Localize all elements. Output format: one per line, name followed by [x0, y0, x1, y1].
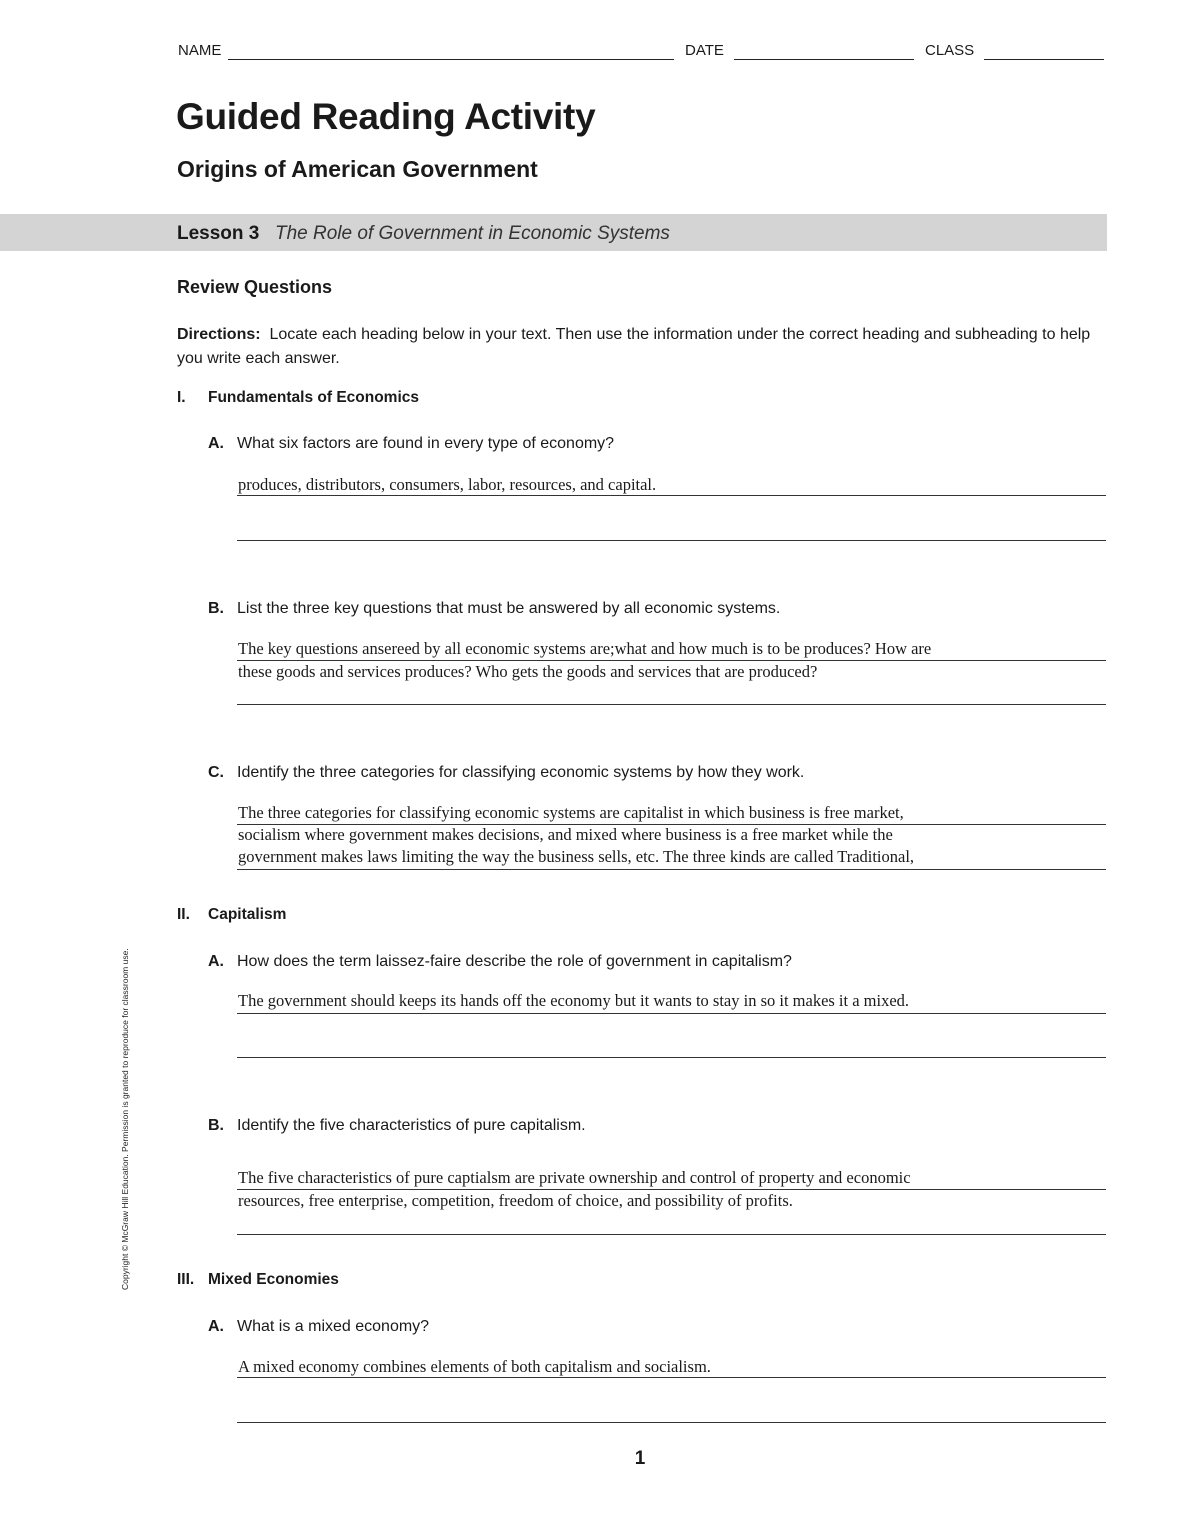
page-number: 1 [634, 1448, 646, 1469]
date-label: DATE [685, 42, 724, 59]
answer-line [237, 1377, 1106, 1378]
header-fields [178, 42, 1106, 62]
class-field[interactable] [984, 59, 1104, 60]
answer-line-text: these goods and services produces? Who gets the goods and services that are produced? [238, 662, 818, 681]
question-text: List the three key questions that must be answered by all economic systems. [237, 600, 781, 617]
answer-line [237, 1013, 1106, 1014]
answer-line [237, 704, 1106, 705]
question [208, 1117, 586, 1135]
class-label: CLASS [925, 42, 975, 59]
question [208, 764, 804, 782]
answer-line-text: government makes laws limiting the way the business sells, etc. The three kinds are called Traditional, [238, 847, 915, 866]
answer-line [237, 495, 1106, 496]
answer-line-text: The five characteristics of pure captialsm are private ownership and control of property and economic [238, 1168, 911, 1187]
section-heading [177, 906, 286, 924]
question-letter: C. [208, 764, 224, 781]
section-heading [177, 389, 419, 407]
copyright-notice: Copyright © McGraw Hill Education. Permission is granted to reproduce for classroom use. [120, 948, 130, 1290]
page-subtitle: Origins of American Government [177, 156, 538, 182]
answer-line [237, 824, 1106, 825]
answer-line [237, 1422, 1106, 1423]
review-heading: Review Questions [177, 277, 333, 297]
answer-line [237, 1057, 1106, 1058]
question [208, 953, 792, 971]
section-heading [177, 1271, 339, 1289]
lesson-label: Lesson 3 [177, 223, 260, 244]
section-title: Mixed Economies [208, 1271, 339, 1288]
question [208, 435, 614, 453]
answer-line-text: resources, free enterprise, competition, freedom of choice, and possibility of profits. [238, 1191, 793, 1210]
answer-line-text: socialism where government makes decisions, and mixed where business is a free market while the [238, 825, 893, 844]
question-text: What is a mixed economy? [237, 1318, 430, 1335]
directions-text: Locate each heading below in your text. Then use the information under the correct heading and subheading to help you write each answer. [177, 326, 1091, 367]
date-field[interactable] [734, 59, 914, 60]
answer-line-text: The government should keeps its hands off the economy but it wants to stay in so it makes it a mixed. [238, 991, 910, 1010]
question-text: How does the term laissez-faire describe the role of government in capitalism? [237, 953, 792, 970]
section-number: I. [177, 389, 186, 406]
section-title: Capitalism [208, 906, 287, 923]
lesson-title: The Role of Government in Economic Systems [275, 223, 670, 244]
question-letter: A. [208, 953, 224, 970]
answer-text[interactable] [238, 473, 1106, 496]
answer-text[interactable] [238, 989, 1106, 1012]
page-title: Guided Reading Activity [176, 96, 596, 137]
question-letter: A. [208, 435, 224, 452]
question-letter: B. [208, 1117, 224, 1134]
answer-text[interactable] [238, 1355, 1106, 1378]
question-letter: A. [208, 1318, 224, 1335]
directions-label: Directions: [177, 326, 261, 343]
question-text: Identify the five characteristics of pure capitalism. [237, 1117, 586, 1134]
answer-line-text: The three categories for classifying economic systems are capitalist in which business is free market, [238, 803, 904, 822]
answer-line-text: A mixed economy combines elements of both capitalism and socialism. [238, 1357, 711, 1376]
section-title: Fundamentals of Economics [208, 389, 420, 406]
section-number: II. [177, 906, 190, 923]
question-text: Identify the three categories for classifying economic systems by how they work. [237, 764, 805, 781]
directions [177, 323, 1097, 371]
answer-line [237, 1189, 1106, 1190]
answer-line [237, 1234, 1106, 1235]
section-number: III. [177, 1271, 195, 1288]
answer-line-text: produces, distributors, consumers, labor, resources, and capital. [238, 475, 657, 494]
question-text: What six factors are found in every type of economy? [237, 435, 615, 452]
name-label: NAME [178, 42, 222, 59]
question-letter: B. [208, 600, 224, 617]
answer-line [237, 540, 1106, 541]
answer-text[interactable] [238, 802, 1106, 868]
answer-line [237, 869, 1106, 870]
answer-line [237, 660, 1106, 661]
name-field[interactable] [228, 59, 674, 60]
question [208, 600, 780, 618]
answer-line-text: The key questions ansereed by all economic systems are;what and how much is to be produces? How are [238, 639, 932, 658]
question [208, 1318, 429, 1336]
